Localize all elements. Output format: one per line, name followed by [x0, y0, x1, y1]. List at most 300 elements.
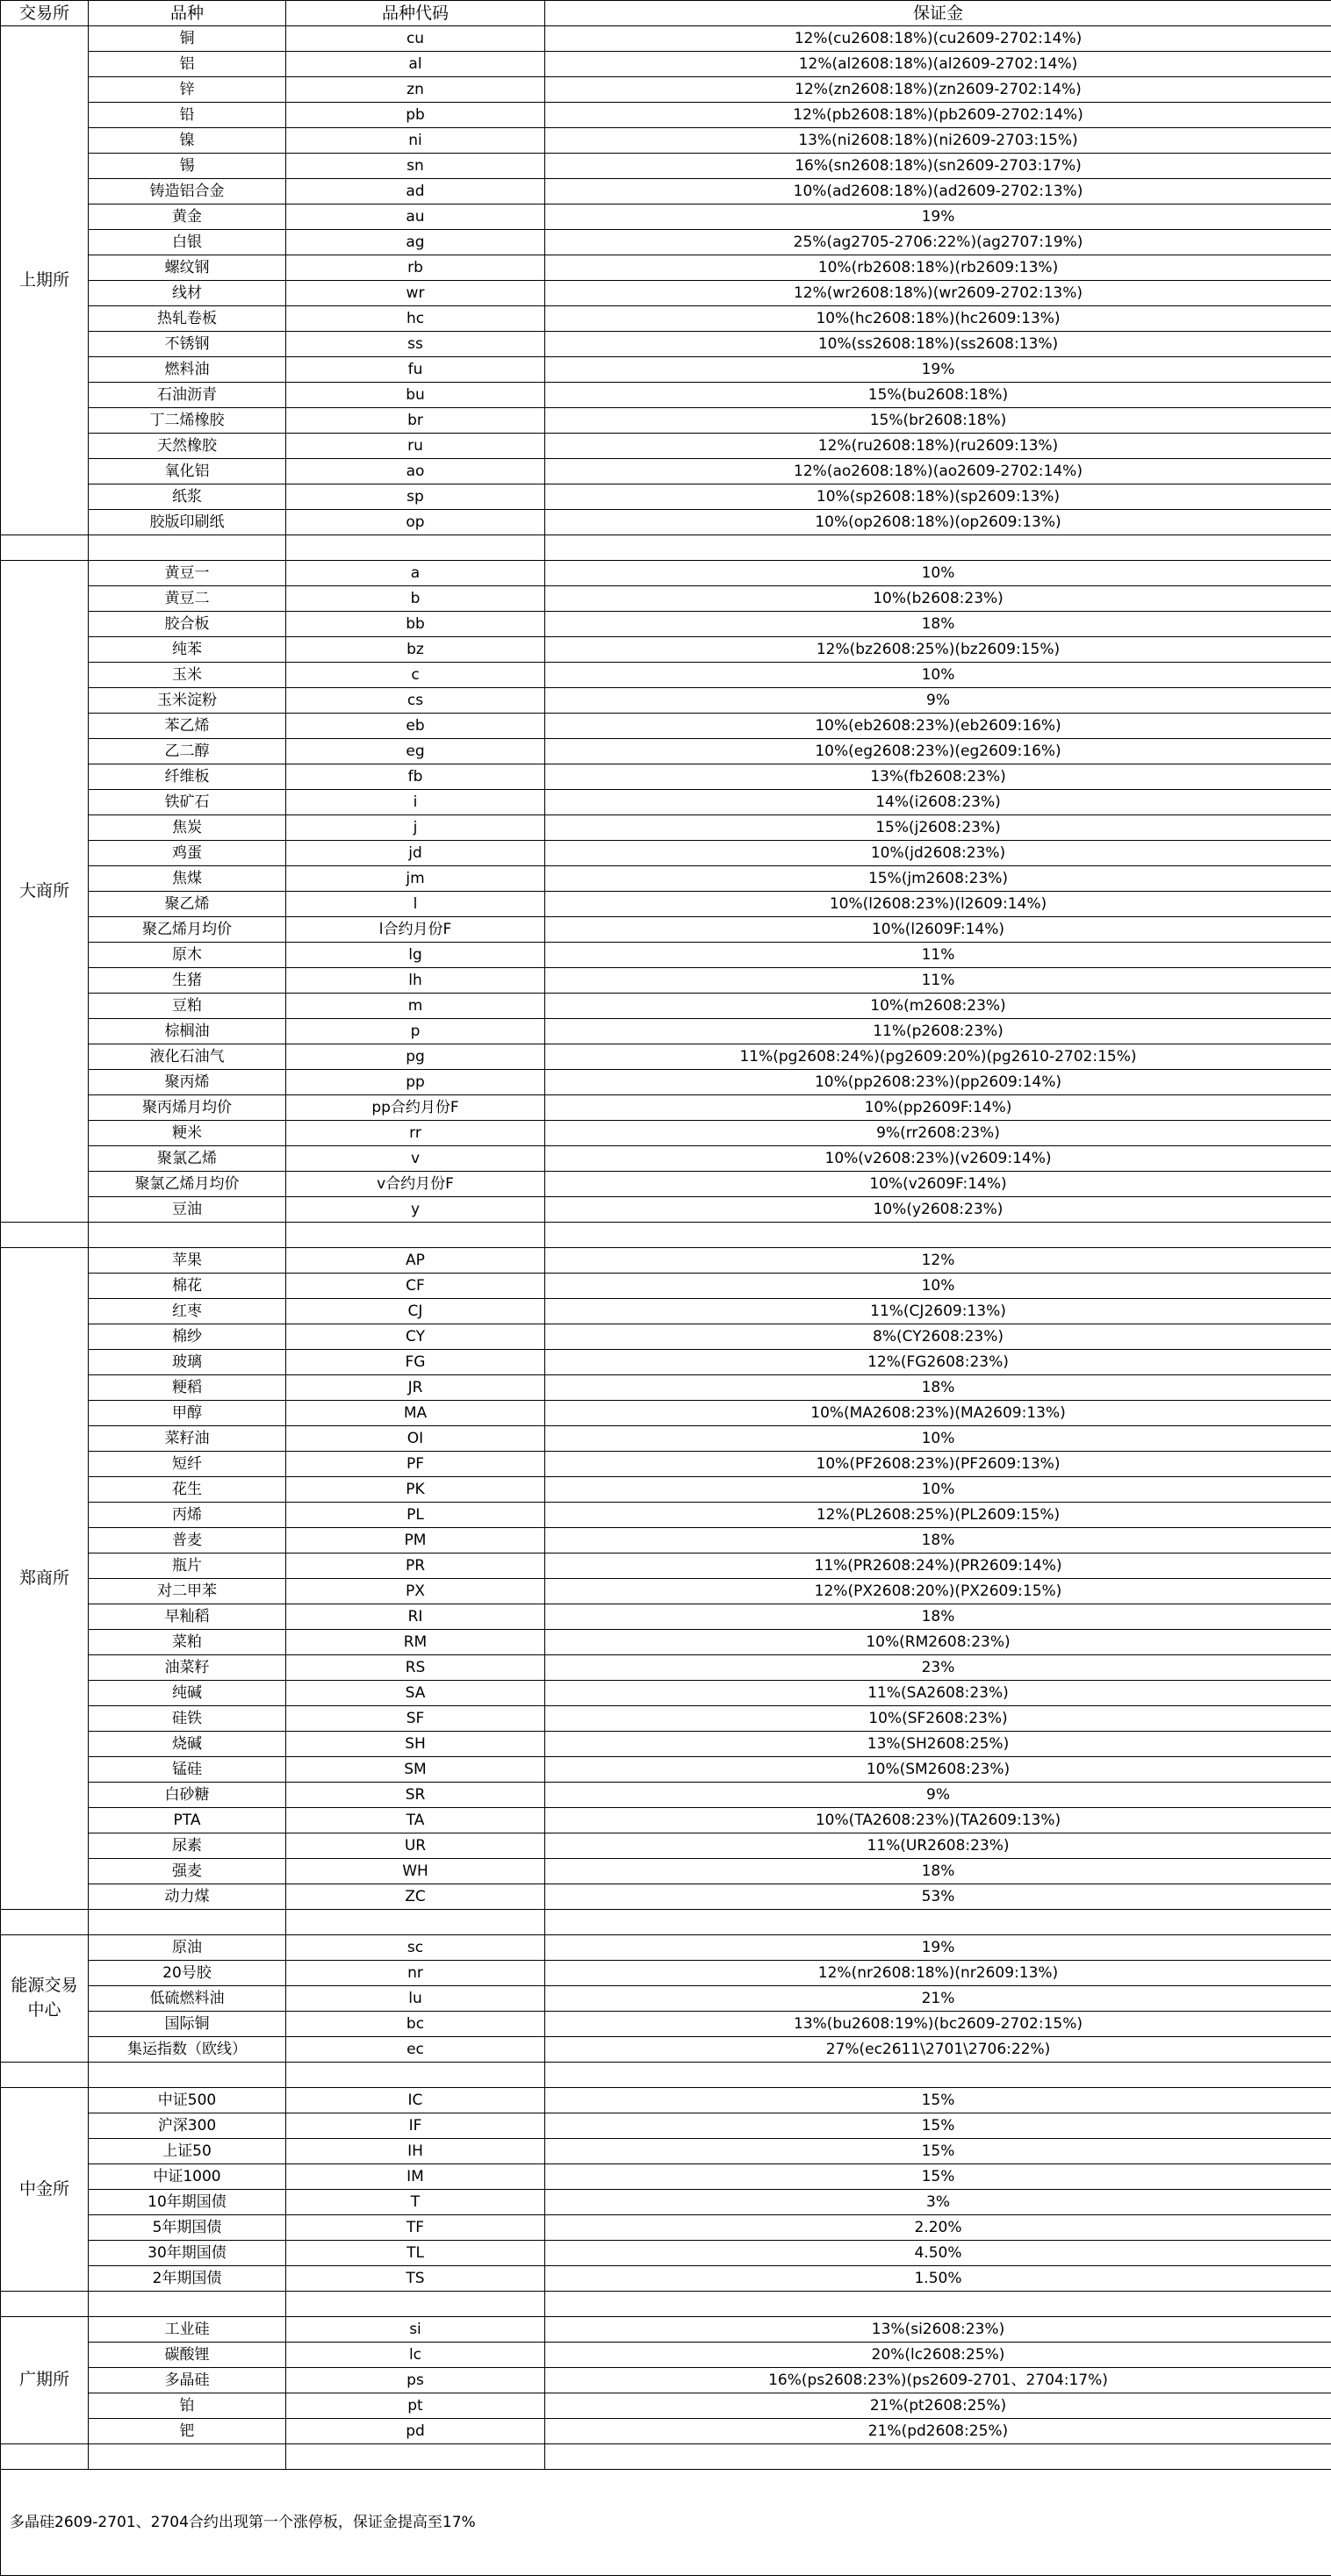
code-cell: l合约月份F — [286, 917, 545, 943]
table-row — [1, 128, 1331, 154]
separator-row — [1, 2444, 1331, 2470]
variety-cell: 线材 — [89, 281, 286, 306]
margin-cell: 12%(PX2608:20%)(PX2609:15%) — [545, 1579, 1331, 1604]
variety-cell: 油菜籽 — [89, 1655, 286, 1681]
code-cell: l — [286, 892, 545, 917]
variety-cell: 纤维板 — [89, 764, 286, 790]
separator-row — [1, 1910, 1331, 1935]
variety-cell: 集运指数（欧线） — [89, 2037, 286, 2063]
variety-cell: 尿素 — [89, 1833, 286, 1859]
table-row — [1, 1859, 1331, 1884]
code-cell: eb — [286, 714, 545, 739]
code-cell: sp — [286, 484, 545, 510]
table-row — [1, 2139, 1331, 2164]
table-row — [1, 230, 1331, 255]
margin-cell: 10%(l2609F:14%) — [545, 917, 1331, 943]
empty-cell — [1, 2292, 89, 2317]
exchange-cell: 能源交易中心 — [1, 1935, 89, 2063]
variety-cell: 锌 — [89, 77, 286, 103]
margin-cell: 10%(SM2608:23%) — [545, 1757, 1331, 1783]
table-row — [1, 739, 1331, 764]
margin-cell: 18% — [545, 1375, 1331, 1401]
variety-cell: 粳稻 — [89, 1375, 286, 1401]
margin-cell: 10%(eb2608:23%)(eb2609:16%) — [545, 714, 1331, 739]
code-cell: fu — [286, 357, 545, 383]
margin-cell: 21%(pt2608:25%) — [545, 2393, 1331, 2419]
code-cell: pp — [286, 1070, 545, 1095]
margin-cell: 15%(br2608:18%) — [545, 408, 1331, 434]
table-row — [1, 586, 1331, 612]
margin-cell: 9% — [545, 688, 1331, 714]
table-row — [1, 1121, 1331, 1146]
margin-cell: 12%(zn2608:18%)(zn2609-2702:14%) — [545, 77, 1331, 103]
code-cell: rr — [286, 1121, 545, 1146]
margin-cell: 13%(SH2608:25%) — [545, 1732, 1331, 1757]
code-cell: WH — [286, 1859, 545, 1884]
separator-row — [1, 2292, 1331, 2317]
margin-cell: 16%(ps2608:23%)(ps2609-2701、2704:17%) — [545, 2368, 1331, 2393]
empty-cell — [89, 1910, 286, 1935]
margin-cell: 11%(pg2608:24%)(pg2609:20%)(pg2610-2702:15%) — [545, 1044, 1331, 1070]
empty-cell — [545, 1910, 1331, 1935]
margin-cell: 12%(pb2608:18%)(pb2609-2702:14%) — [545, 103, 1331, 128]
margin-cell: 19% — [545, 357, 1331, 383]
code-cell: TF — [286, 2215, 545, 2241]
variety-cell: 国际铜 — [89, 2012, 286, 2037]
code-cell: PR — [286, 1553, 545, 1579]
variety-cell: 棉纱 — [89, 1324, 286, 1350]
table-row — [1, 1757, 1331, 1783]
code-cell: hc — [286, 306, 545, 332]
table-row — [1, 1986, 1331, 2012]
code-cell: ZC — [286, 1884, 545, 1910]
table-row — [1, 179, 1331, 205]
code-cell: fb — [286, 764, 545, 790]
exchange-cell: 广期所 — [1, 2317, 89, 2444]
table-row — [1, 841, 1331, 866]
table-row — [1, 1706, 1331, 1732]
table-row — [1, 1274, 1331, 1299]
variety-cell: 聚氯乙烯月均价 — [89, 1172, 286, 1197]
variety-cell: 玉米淀粉 — [89, 688, 286, 714]
variety-cell: 生猪 — [89, 968, 286, 994]
code-cell: cu — [286, 26, 545, 52]
variety-cell: 铜 — [89, 26, 286, 52]
variety-cell: 普麦 — [89, 1528, 286, 1553]
margin-cell: 12%(ao2608:18%)(ao2609-2702:14%) — [545, 459, 1331, 484]
variety-cell: 锡 — [89, 154, 286, 179]
margin-cell: 21%(pd2608:25%) — [545, 2419, 1331, 2444]
table-row — [1, 1426, 1331, 1452]
code-cell: PL — [286, 1503, 545, 1528]
empty-cell — [545, 535, 1331, 561]
table-row — [1, 1095, 1331, 1121]
variety-cell: 铂 — [89, 2393, 286, 2419]
table-row — [1, 1044, 1331, 1070]
margin-cell: 15% — [545, 2164, 1331, 2190]
table-row — [1, 1630, 1331, 1655]
code-cell: lu — [286, 1986, 545, 2012]
code-cell: MA — [286, 1401, 545, 1426]
code-cell: TA — [286, 1808, 545, 1833]
variety-cell: 沪深300 — [89, 2113, 286, 2139]
margin-cell: 12% — [545, 1248, 1331, 1274]
table-row — [1, 1197, 1331, 1223]
table-row — [1, 917, 1331, 943]
table-row — [1, 2190, 1331, 2215]
margin-cell: 10%(TA2608:23%)(TA2609:13%) — [545, 1808, 1331, 1833]
table-row — [1, 2113, 1331, 2139]
margin-cell: 18% — [545, 1604, 1331, 1630]
table-row — [1, 77, 1331, 103]
variety-cell: 碳酸锂 — [89, 2343, 286, 2368]
margin-cell: 15%(j2608:23%) — [545, 815, 1331, 841]
variety-cell: 玻璃 — [89, 1350, 286, 1375]
empty-cell — [89, 2292, 286, 2317]
variety-cell: 多晶硅 — [89, 2368, 286, 2393]
margin-cell: 15% — [545, 2088, 1331, 2113]
margin-cell: 12%(nr2608:18%)(nr2609:13%) — [545, 1961, 1331, 1986]
margin-cell: 10%(v2609F:14%) — [545, 1172, 1331, 1197]
table-row — [1, 815, 1331, 841]
table-row — [1, 790, 1331, 815]
variety-cell: 黄豆二 — [89, 586, 286, 612]
margin-cell: 9% — [545, 1783, 1331, 1808]
table-row — [1, 1884, 1331, 1910]
table-row — [1, 1732, 1331, 1757]
code-cell: b — [286, 586, 545, 612]
table-row — [1, 2393, 1331, 2419]
margin-cell: 10%(pp2608:23%)(pp2609:14%) — [545, 1070, 1331, 1095]
margin-cell: 10%(l2608:23%)(l2609:14%) — [545, 892, 1331, 917]
margin-cell: 10%(RM2608:23%) — [545, 1630, 1331, 1655]
code-cell: ss — [286, 332, 545, 357]
code-cell: jm — [286, 866, 545, 892]
variety-cell: 中证1000 — [89, 2164, 286, 2190]
margin-cell: 10%(rb2608:18%)(rb2609:13%) — [545, 255, 1331, 281]
code-cell: OI — [286, 1426, 545, 1452]
exchange-cell: 中金所 — [1, 2088, 89, 2292]
code-cell: CY — [286, 1324, 545, 1350]
code-cell: rb — [286, 255, 545, 281]
table-row — [1, 1808, 1331, 1833]
variety-cell: 早籼稻 — [89, 1604, 286, 1630]
margin-cell: 13%(si2608:23%) — [545, 2317, 1331, 2343]
margin-cell: 20%(lc2608:25%) — [545, 2343, 1331, 2368]
table-row — [1, 1604, 1331, 1630]
table-row — [1, 1146, 1331, 1172]
code-cell: sn — [286, 154, 545, 179]
table-row — [1, 612, 1331, 637]
code-cell: CJ — [286, 1299, 545, 1324]
code-cell: ps — [286, 2368, 545, 2393]
code-cell: ag — [286, 230, 545, 255]
table-row — [1, 994, 1331, 1019]
table-row — [1, 2164, 1331, 2190]
variety-cell: 聚乙烯 — [89, 892, 286, 917]
table-row — [1, 1477, 1331, 1503]
variety-cell: 低硫燃料油 — [89, 1986, 286, 2012]
variety-cell: 聚乙烯月均价 — [89, 917, 286, 943]
exchange-cell: 郑商所 — [1, 1248, 89, 1910]
table-row — [1, 408, 1331, 434]
variety-cell: 豆油 — [89, 1197, 286, 1223]
table-row — [1, 103, 1331, 128]
code-cell: FG — [286, 1350, 545, 1375]
table-row — [1, 255, 1331, 281]
code-cell: wr — [286, 281, 545, 306]
table-row — [1, 459, 1331, 484]
margin-cell: 10% — [545, 1274, 1331, 1299]
table-row — [1, 1553, 1331, 1579]
margin-cell: 4.50% — [545, 2241, 1331, 2266]
table-row — [1, 484, 1331, 510]
table-row — [1, 1528, 1331, 1553]
code-cell: SA — [286, 1681, 545, 1706]
table-row — [1, 2368, 1331, 2393]
table-row — [1, 2419, 1331, 2444]
code-cell: pg — [286, 1044, 545, 1070]
table-row — [1, 205, 1331, 230]
table-row — [1, 1579, 1331, 1604]
margin-cell: 2.20% — [545, 2215, 1331, 2241]
variety-cell: 锰硅 — [89, 1757, 286, 1783]
margin-cell: 13%(fb2608:23%) — [545, 764, 1331, 790]
table-row — [1, 561, 1331, 586]
margin-cell: 10%(hc2608:18%)(hc2609:13%) — [545, 306, 1331, 332]
variety-cell: 纸浆 — [89, 484, 286, 510]
margin-cell: 10%(PF2608:23%)(PF2609:13%) — [545, 1452, 1331, 1477]
margin-cell: 10%(SF2608:23%) — [545, 1706, 1331, 1732]
margin-cell: 12%(ru2608:18%)(ru2609:13%) — [545, 434, 1331, 459]
variety-cell: 镍 — [89, 128, 286, 154]
variety-cell: 鸡蛋 — [89, 841, 286, 866]
code-cell: SM — [286, 1757, 545, 1783]
margin-cell: 10%(m2608:23%) — [545, 994, 1331, 1019]
variety-cell: 粳米 — [89, 1121, 286, 1146]
code-cell: lg — [286, 943, 545, 968]
variety-cell: 白银 — [89, 230, 286, 255]
margin-cell: 8%(CY2608:23%) — [545, 1324, 1331, 1350]
header-row — [1, 1, 1331, 26]
variety-cell: 天然橡胶 — [89, 434, 286, 459]
table-row — [1, 2241, 1331, 2266]
margin-cell: 25%(ag2705-2706:22%)(ag2707:19%) — [545, 230, 1331, 255]
variety-cell: 黄金 — [89, 205, 286, 230]
margin-cell: 10% — [545, 1477, 1331, 1503]
margin-cell: 10%(ss2608:18%)(ss2608:13%) — [545, 332, 1331, 357]
table-row — [1, 2037, 1331, 2063]
table-row — [1, 357, 1331, 383]
table-row — [1, 1019, 1331, 1044]
variety-cell: 烧碱 — [89, 1732, 286, 1757]
variety-cell: 豆粕 — [89, 994, 286, 1019]
table-row — [1, 1935, 1331, 1961]
margin-cell: 11% — [545, 968, 1331, 994]
code-cell: IM — [286, 2164, 545, 2190]
code-cell: IH — [286, 2139, 545, 2164]
table-row — [1, 2012, 1331, 2037]
table-row — [1, 637, 1331, 663]
empty-cell — [545, 1223, 1331, 1248]
variety-cell: 强麦 — [89, 1859, 286, 1884]
variety-cell: 苹果 — [89, 1248, 286, 1274]
variety-cell: 棉花 — [89, 1274, 286, 1299]
variety-cell: 红枣 — [89, 1299, 286, 1324]
empty-cell — [1, 1910, 89, 1935]
table-row — [1, 1401, 1331, 1426]
code-cell: T — [286, 2190, 545, 2215]
code-cell: p — [286, 1019, 545, 1044]
margin-cell: 19% — [545, 205, 1331, 230]
note-text: 多晶硅2609-2701、2704合约出现第一个涨停板，保证金提高至17% — [1, 2470, 1331, 2576]
table-row — [1, 383, 1331, 408]
code-cell: JR — [286, 1375, 545, 1401]
table-row — [1, 1655, 1331, 1681]
table-row — [1, 1324, 1331, 1350]
variety-cell: 中证500 — [89, 2088, 286, 2113]
empty-cell — [1, 2444, 89, 2470]
table-row — [1, 154, 1331, 179]
empty-cell — [286, 535, 545, 561]
code-cell: ec — [286, 2037, 545, 2063]
code-cell: SF — [286, 1706, 545, 1732]
table-row — [1, 1350, 1331, 1375]
margin-cell: 11%(PR2608:24%)(PR2609:14%) — [545, 1553, 1331, 1579]
empty-cell — [1, 1223, 89, 1248]
code-cell: a — [286, 561, 545, 586]
variety-cell: 氧化铝 — [89, 459, 286, 484]
variety-cell: 20号胶 — [89, 1961, 286, 1986]
header-margin: 保证金 — [545, 1, 1331, 26]
empty-cell — [1, 535, 89, 561]
variety-cell: 螺纹钢 — [89, 255, 286, 281]
variety-cell: 玉米 — [89, 663, 286, 688]
variety-cell: 苯乙烯 — [89, 714, 286, 739]
variety-cell: 聚氯乙烯 — [89, 1146, 286, 1172]
margin-cell: 10%(op2608:18%)(op2609:13%) — [545, 510, 1331, 535]
margin-cell: 14%(i2608:23%) — [545, 790, 1331, 815]
empty-cell — [89, 2063, 286, 2088]
margin-cell: 18% — [545, 1528, 1331, 1553]
table-row — [1, 1681, 1331, 1706]
exchange-cell: 大商所 — [1, 561, 89, 1223]
exchange-cell: 上期所 — [1, 26, 89, 535]
empty-cell — [286, 1223, 545, 1248]
table-row — [1, 943, 1331, 968]
code-cell: y — [286, 1197, 545, 1223]
margin-cell: 11%(CJ2609:13%) — [545, 1299, 1331, 1324]
variety-cell: 焦煤 — [89, 866, 286, 892]
margin-cell: 15%(bu2608:18%) — [545, 383, 1331, 408]
variety-cell: 动力煤 — [89, 1884, 286, 1910]
margin-cell: 3% — [545, 2190, 1331, 2215]
margin-cell: 11%(SA2608:23%) — [545, 1681, 1331, 1706]
variety-cell: 聚丙烯 — [89, 1070, 286, 1095]
code-cell: TS — [286, 2266, 545, 2292]
empty-cell — [89, 535, 286, 561]
code-cell: RI — [286, 1604, 545, 1630]
table-row — [1, 892, 1331, 917]
table-row — [1, 1503, 1331, 1528]
table-row — [1, 2317, 1331, 2343]
header-exchange: 交易所 — [1, 1, 89, 26]
variety-cell: 10年期国债 — [89, 2190, 286, 2215]
code-cell: TL — [286, 2241, 545, 2266]
variety-cell: 菜粕 — [89, 1630, 286, 1655]
margin-cell: 12%(FG2608:23%) — [545, 1350, 1331, 1375]
code-cell: pb — [286, 103, 545, 128]
margin-cell: 15% — [545, 2113, 1331, 2139]
code-cell: op — [286, 510, 545, 535]
header-code: 品种代码 — [286, 1, 545, 26]
margin-cell: 15% — [545, 2139, 1331, 2164]
empty-cell — [286, 1910, 545, 1935]
table-row — [1, 2088, 1331, 2113]
table-row — [1, 26, 1331, 52]
table-row — [1, 688, 1331, 714]
margin-cell: 18% — [545, 1859, 1331, 1884]
code-cell: jd — [286, 841, 545, 866]
code-cell: lc — [286, 2343, 545, 2368]
margin-cell: 16%(sn2608:18%)(sn2609-2703:17%) — [545, 154, 1331, 179]
table-row — [1, 306, 1331, 332]
empty-cell — [89, 2444, 286, 2470]
code-cell: pd — [286, 2419, 545, 2444]
code-cell: RS — [286, 1655, 545, 1681]
code-cell: br — [286, 408, 545, 434]
variety-cell: 聚丙烯月均价 — [89, 1095, 286, 1121]
margin-cell: 10%(MA2608:23%)(MA2609:13%) — [545, 1401, 1331, 1426]
code-cell: ao — [286, 459, 545, 484]
table-row — [1, 1375, 1331, 1401]
code-cell: ru — [286, 434, 545, 459]
code-cell: PK — [286, 1477, 545, 1503]
code-cell: c — [286, 663, 545, 688]
variety-cell: 铝 — [89, 52, 286, 77]
margin-cell: 23% — [545, 1655, 1331, 1681]
table-row — [1, 1172, 1331, 1197]
code-cell: au — [286, 205, 545, 230]
code-cell: i — [286, 790, 545, 815]
variety-cell: 纯苯 — [89, 637, 286, 663]
margin-cell: 10%(b2608:23%) — [545, 586, 1331, 612]
empty-cell — [286, 2444, 545, 2470]
code-cell: ni — [286, 128, 545, 154]
margin-cell: 10%(y2608:23%) — [545, 1197, 1331, 1223]
code-cell: RM — [286, 1630, 545, 1655]
variety-cell: PTA — [89, 1808, 286, 1833]
variety-cell: 菜籽油 — [89, 1426, 286, 1452]
margin-cell: 10%(eg2608:23%)(eg2609:16%) — [545, 739, 1331, 764]
table-row — [1, 2343, 1331, 2368]
code-cell: bu — [286, 383, 545, 408]
table-row — [1, 968, 1331, 994]
code-cell: bb — [286, 612, 545, 637]
code-cell: IC — [286, 2088, 545, 2113]
table-row — [1, 2266, 1331, 2292]
variety-cell: 石油沥青 — [89, 383, 286, 408]
margin-cell: 11% — [545, 943, 1331, 968]
variety-cell: 黄豆一 — [89, 561, 286, 586]
empty-cell — [545, 2444, 1331, 2470]
code-cell: j — [286, 815, 545, 841]
empty-cell — [545, 2063, 1331, 2088]
code-cell: pt — [286, 2393, 545, 2419]
table-row — [1, 1783, 1331, 1808]
table-row — [1, 1833, 1331, 1859]
variety-cell: 硅铁 — [89, 1706, 286, 1732]
